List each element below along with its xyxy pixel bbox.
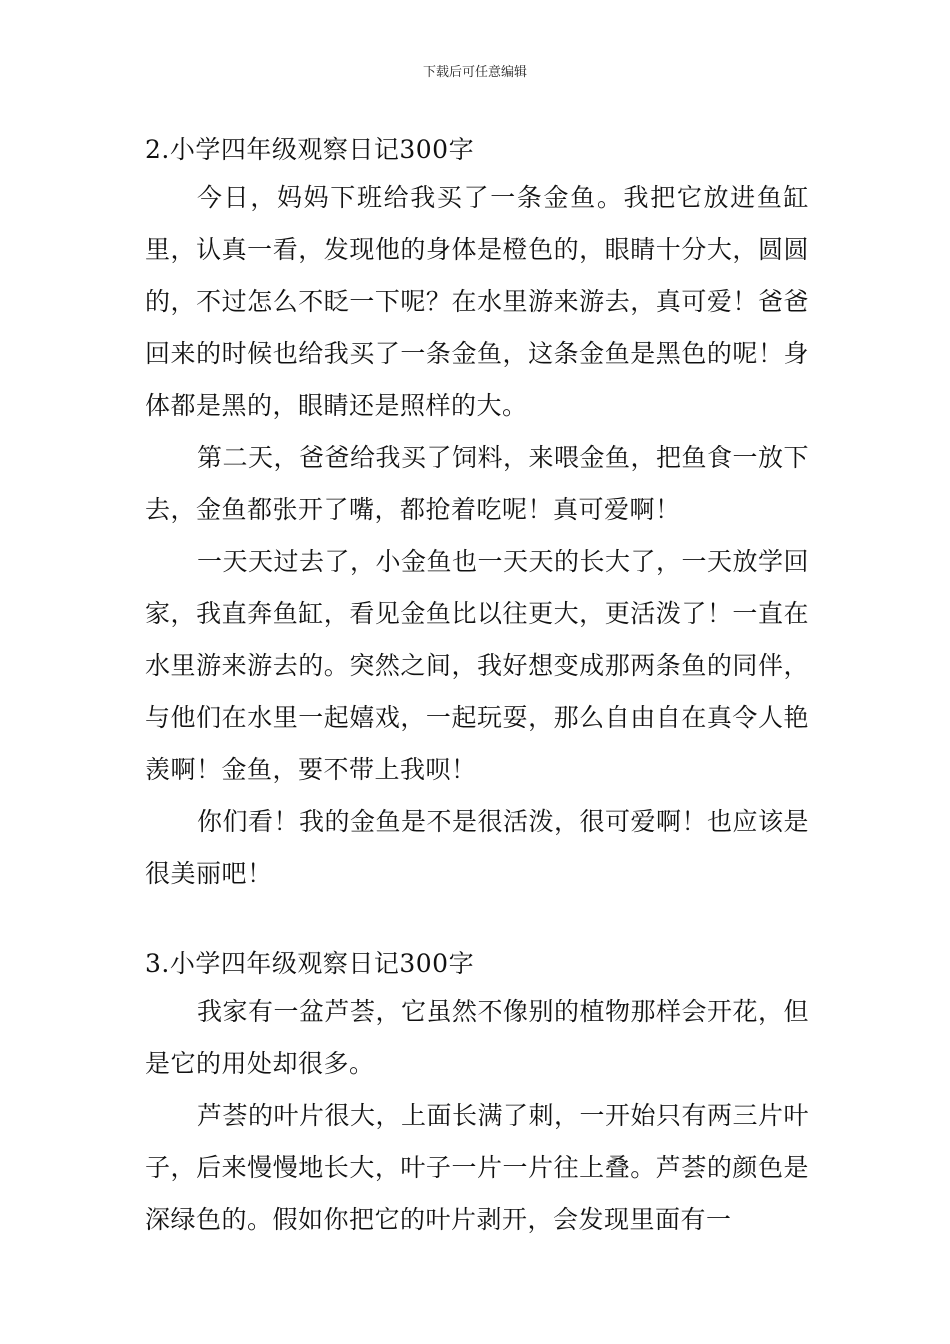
diary-section-2 [145, 128, 809, 900]
section-title: 3.小学四年级观察日记300字 [145, 949, 475, 978]
diary-section-3 [145, 942, 809, 1246]
document-body [145, 128, 809, 1246]
paragraph: 你们看！我的金鱼是不是很活泼，很可爱啊！也应该是很美丽吧！ [145, 807, 810, 888]
paragraph: 芦荟的叶片很大，上面长满了刺，一开始只有两三片叶子，后来慢慢地长大，叶子一片一片往上叠。芦荟的颜色是深绿色的。假如你把它的叶片剥开，会发现里面有一 [145, 1101, 810, 1234]
paragraph: 第二天，爸爸给我买了饲料，来喂金鱼，把鱼食一放下去，金鱼都张开了嘴，都抢着吃呢！真可爱啊！ [145, 443, 810, 524]
page-header: 下载后可任意编辑 [422, 65, 527, 80]
paragraph: 今日，妈妈下班给我买了一条金鱼。我把它放进鱼缸里，认真一看，发现他的身体是橙色的，眼睛十分大，圆圆的，不过怎么不眨一下呢？在水里游来游去，真可爱！爸爸回来的时候也给我买了一条金鱼，这条金鱼是黑色的呢！身体都是黑的，眼睛还是照样的大。 [145, 183, 809, 420]
section-title: 2.小学四年级观察日记300字 [145, 135, 475, 164]
paragraph: 一天天过去了，小金鱼也一天天的长大了，一天放学回家，我直奔鱼缸，看见金鱼比以往更大，更活泼了！一直在水里游来游去的。突然之间，我好想变成那两条鱼的同伴，与他们在水里一起嬉戏，一起玩耍，那么自由自在真令人艳羡啊！金鱼，要不带上我呗！ [145, 547, 810, 784]
paragraph: 我家有一盆芦荟，它虽然不像别的植物那样会开花，但是它的用处却很多。 [145, 997, 810, 1078]
